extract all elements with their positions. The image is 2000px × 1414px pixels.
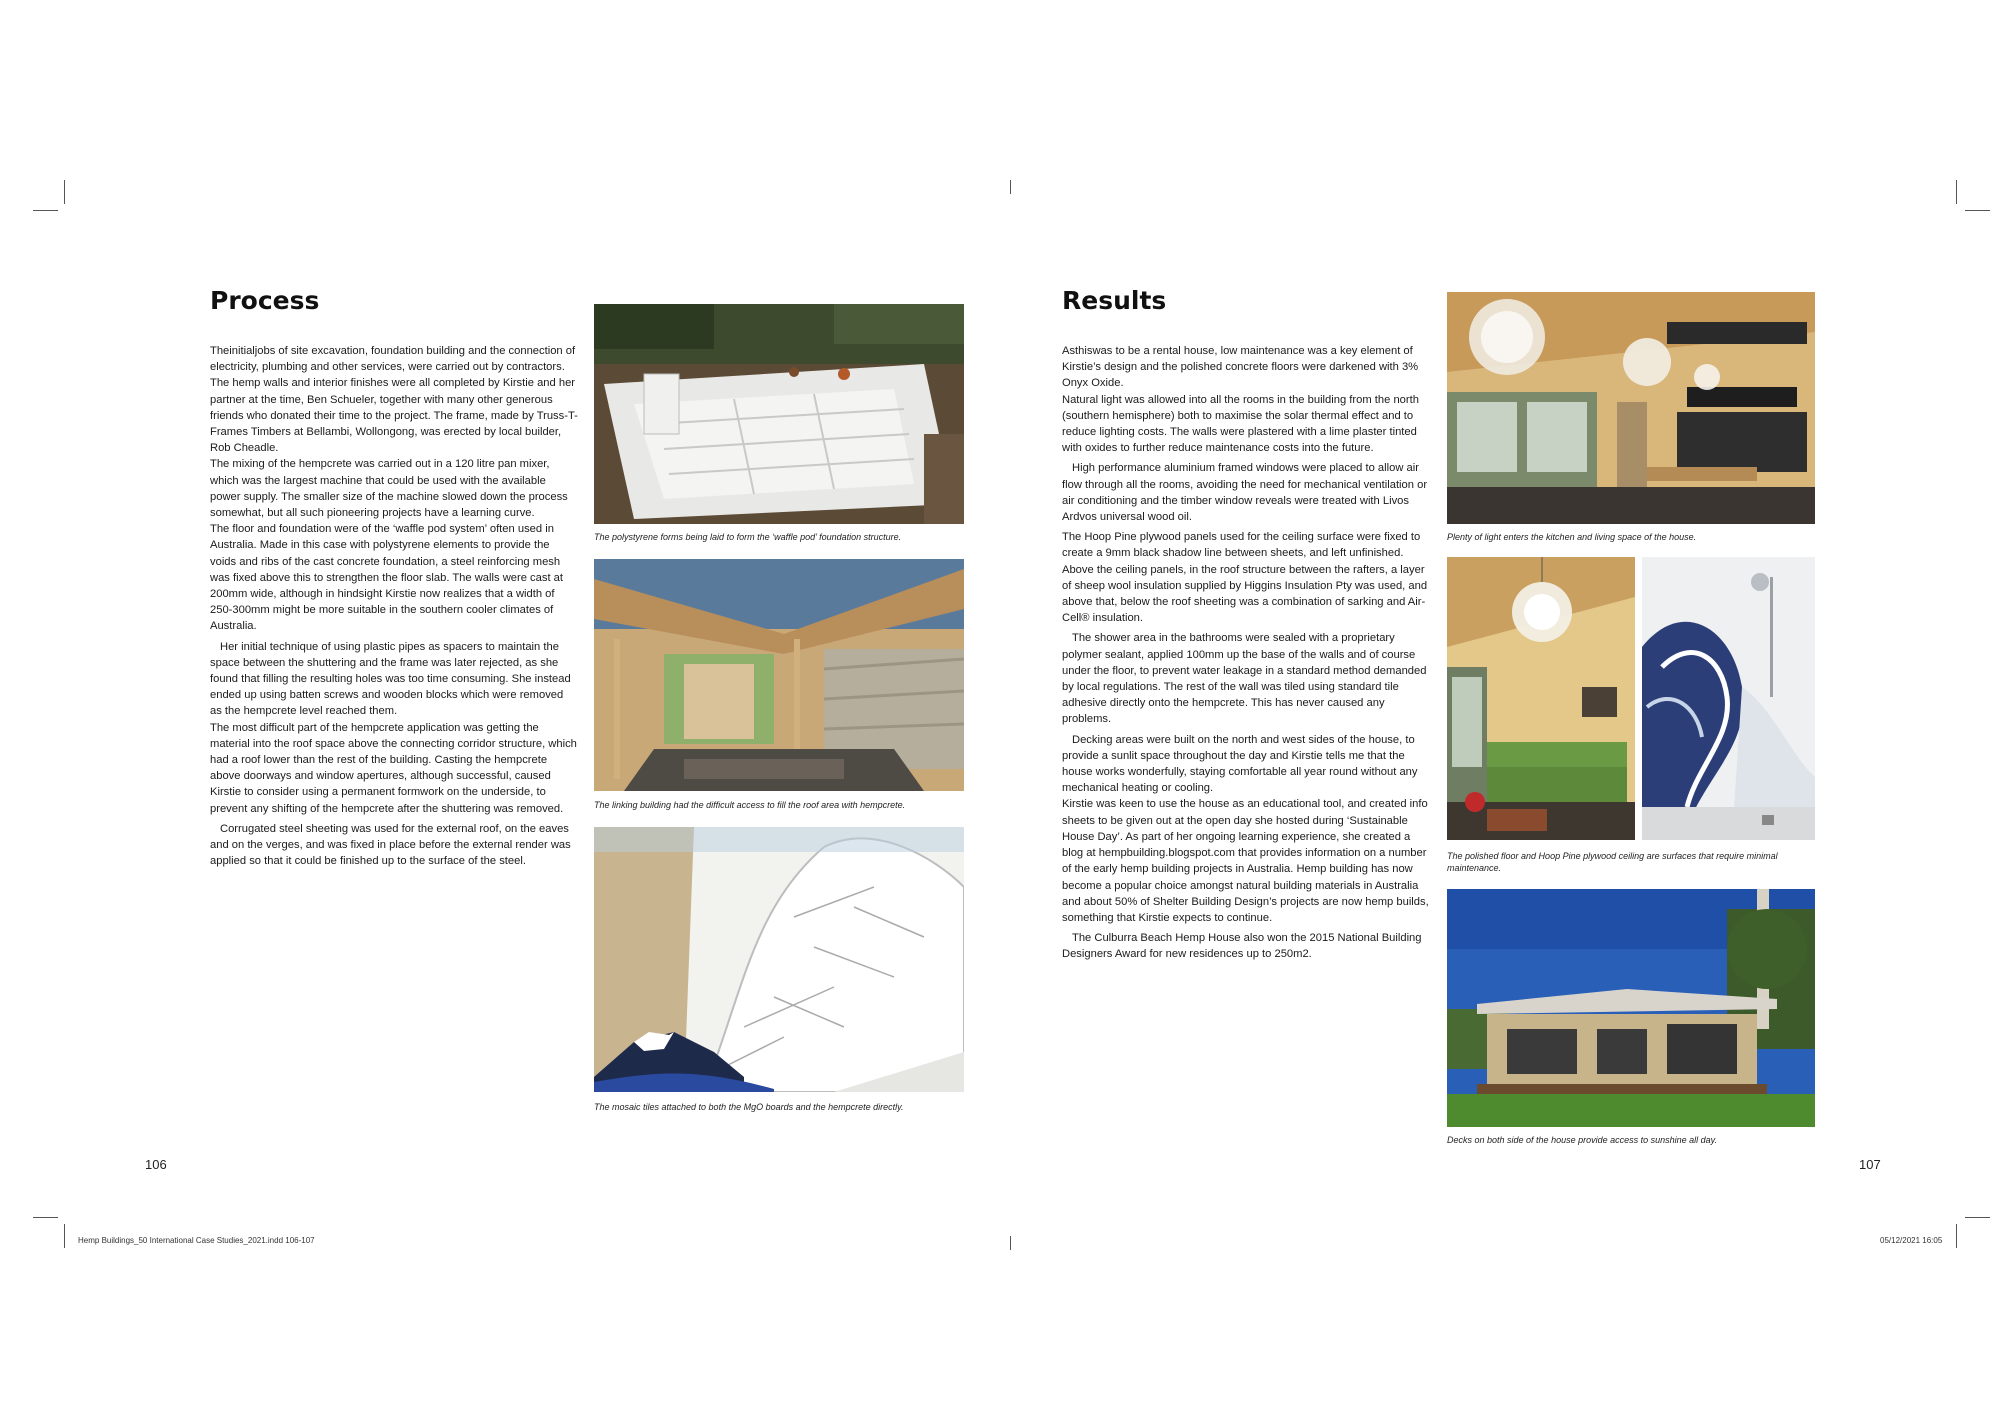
paragraph: The mixing of the hempcrete was carried out in a 120 litre pan mixer, which was the largest machine that could be used with the available power supply. The smaller size of the machine slowed down the process somewhat, but all such pioneering projects have a learning curve. <box>210 458 568 520</box>
slug-date: 05/12/2021 16:05 <box>1880 1236 1943 1245</box>
paragraph: Theinitialjobs of site excavation, foundation building and the connection of electricity, plumbing and other services, were carried out by contractors. The hemp walls and interior finishes were all completed by Kirstie and her partner at the time, Ben Schueler, together with many other generous friends who donated their time to the project. The frame, made by Truss-T-Frames Timbers at Bellambi, Wollongong, was erected by local builder, Rob Cheadle. <box>210 345 578 455</box>
paragraph: The Hoop Pine plywood panels used for the ceiling surface were fixed to create a 9mm black shadow line between sheets, and left unfinished. Above the ceiling panels, in the roof structure between the rafters, a layer of sheep wool insulation supplied by Higgins Insulation Pty was used, and above that, below the roof sheeting was a combination of sarking and Air-Cell® insulation. <box>1062 531 1428 625</box>
paragraph: The Culburra Beach Hemp House also won the 2015 National Building Designers Award for new residences up to 250m2. <box>1062 932 1422 961</box>
crop-mark <box>1965 210 1990 211</box>
process-body-text <box>210 343 578 870</box>
paragraph: Decking areas were built on the north and west sides of the house, to provide a sunlit space throughout the day and Kirstie tells me that the house works wonderfully, staying comfortable all year round without any mechanical heating or cooling. <box>1062 733 1418 795</box>
crop-mark <box>33 1217 58 1218</box>
caption-linking-building: The linking building had the difficult access to fill the roof area with hempcrete. <box>594 800 906 810</box>
caption-house-exterior: Decks on both side of the house provide access to sunshine all day. <box>1447 1135 1717 1145</box>
crop-mark <box>33 210 58 211</box>
caption-kitchen-living: Plenty of light enters the kitchen and living space of the house. <box>1447 532 1697 542</box>
photo-living-room <box>1447 557 1635 840</box>
crop-mark <box>1010 180 1011 194</box>
results-body-text <box>1062 343 1432 963</box>
crop-mark <box>1956 180 1957 204</box>
crop-mark <box>64 180 65 204</box>
paragraph: The most difficult part of the hempcrete application was getting the material into the roof space above the connecting corridor structure, which had a roof lower than the rest of the building. Casting the hempcrete above doorways and window apertures, although successful, caused Kirstie to consider using a permanent formwork on the underside, to prevent any shifting of the hempcrete after the shuttering was removed. <box>210 721 577 815</box>
paragraph: The shower area in the bathrooms were sealed with a proprietary polymer sealant, applied 100mm up the base of the walls and of course under the floor, to prevent water leakage in a standard method demanded by local regulations. The rest of the wall was tiled using standard tile adhesive directly onto the hempcrete. This has never caused any problems. <box>1062 632 1427 726</box>
photo-house-exterior <box>1447 889 1815 1127</box>
caption-floor-ceiling: The polished floor and Hoop Pine plywood ceiling are surfaces that require minimal maintenance. <box>1447 851 1778 873</box>
crop-mark <box>1965 1217 1990 1218</box>
slug-filename: Hemp Buildings_50 International Case Studies_2021.indd 106-107 <box>78 1236 315 1245</box>
page-number-left: 106 <box>145 1157 167 1172</box>
crop-mark <box>1010 1236 1011 1250</box>
photo-kitchen-living <box>1447 292 1815 524</box>
photo-linking-building <box>594 559 964 791</box>
page-heading-results: Results <box>1062 286 1167 315</box>
page-heading-process: Process <box>210 286 320 315</box>
paragraph: Kirstie was keen to use the house as an educational tool, and created info sheets to be given out at the open day she hosted during ‘Sustainable House Day’. As part of her ongoing learning experience, she created a blog at hempbuilding.blogspot.com that provides information on a number of the early hemp building projects in Australia. Hemp building has now become a popular choice amongst natural building materials in Australia and about 50% of Shelter Building Design’s projects are now hemp builds, something that Kirstie expects to continue. <box>1062 798 1429 924</box>
crop-mark <box>1956 1224 1957 1248</box>
paragraph: Natural light was allowed into all the rooms in the building from the north (southern hemisphere) both to maximise the solar thermal effect and to reduce lighting costs. The walls were plastered with a lime plaster tinted with oxides to further reduce maintenance costs into the future. <box>1062 393 1419 455</box>
photo-foundation <box>594 304 964 524</box>
photo-mosaic-tiles <box>594 827 964 1092</box>
page-number-right: 107 <box>1859 1157 1881 1172</box>
photo-shower-wave <box>1642 557 1815 840</box>
paragraph: High performance aluminium framed windows were placed to allow air flow through all the rooms, avoiding the need for mechanical ventilation or air conditioning and the timber window reveals were treated with Livos Ardvos universal wood oil. <box>1062 462 1428 524</box>
caption-foundation: The polystyrene forms being laid to form the ‘waffle pod’ foundation structure. <box>594 532 902 542</box>
paragraph: Corrugated steel sheeting was used for the external roof, on the eaves and on the verges, and was fixed in place before the external render was applied so that it could be finished up to the surface of the steel. <box>210 822 571 868</box>
caption-mosaic-tiles: The mosaic tiles attached to both the MgO boards and the hempcrete directly. <box>594 1102 904 1112</box>
crop-mark <box>64 1224 65 1248</box>
paragraph: Asthiswas to be a rental house, low maintenance was a key element of Kirstie’s design and the polished concrete floors were darkened with 3% Onyx Oxide. <box>1062 345 1419 390</box>
paragraph: Her initial technique of using plastic pipes as spacers to maintain the space between the shuttering and the frame was later rejected, as she found that filling the resulting holes was too time consuming. She instead ended up using batten screws and wooden blocks which were removed as the hempcrete level reached them. <box>210 640 571 718</box>
paragraph: The floor and foundation were of the ‘waffle pod system’ often used in Australia. Made in this case with polystyrene elements to provide the voids and ribs of the cast concrete foundation, a steel reinforcing mesh was fixed above this to strengthen the floor slab. The walls were cast at 200mm wide, although in hindsight Kirstie now realizes that a width of 250-300mm might be more suitable in the southern cooler climates of Australia. <box>210 523 564 633</box>
